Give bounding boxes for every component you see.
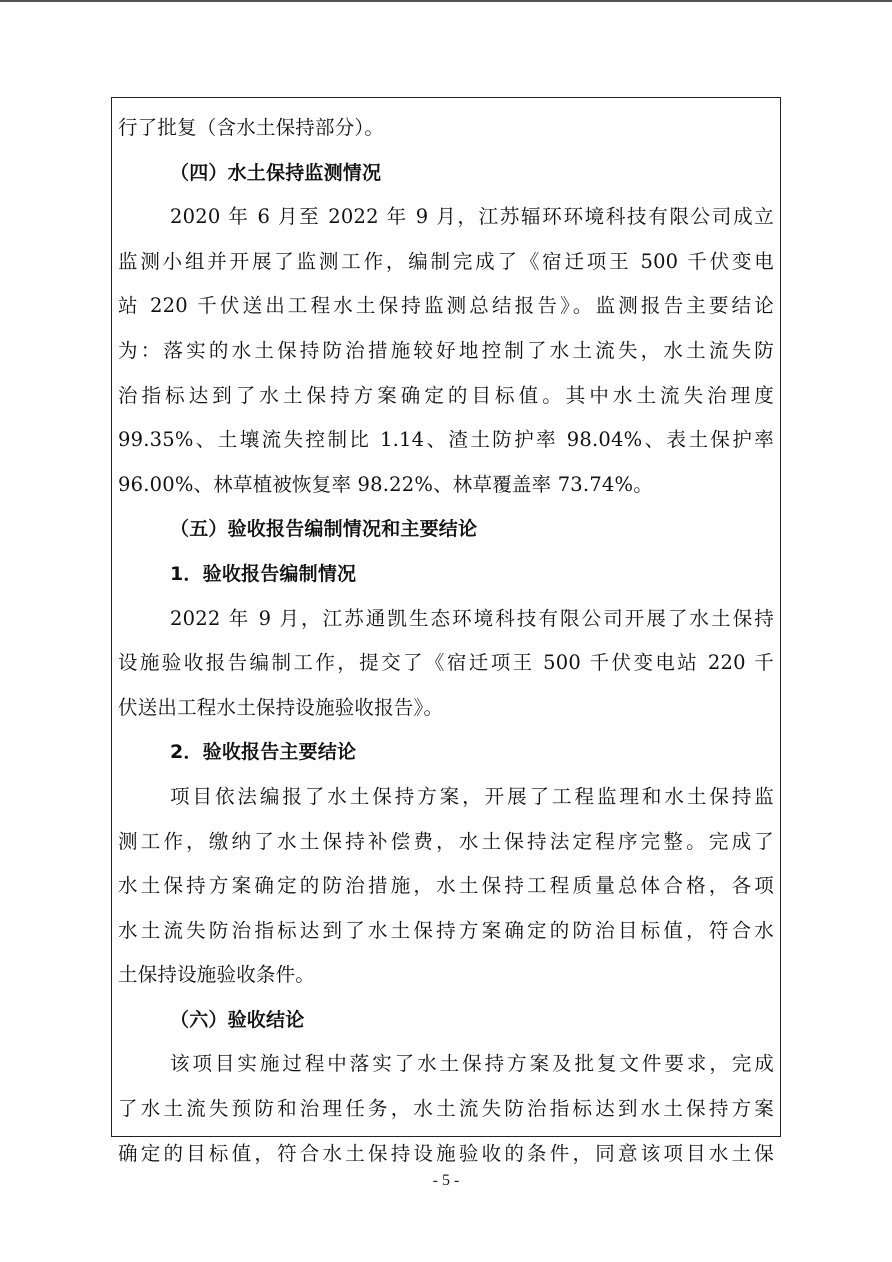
paragraph-line: 治指标达到了水土保持方案确定的目标值。其中水土流失治理度 [118,383,774,407]
paragraph-line: 测工作，缴纳了水土保持补偿费，水土保持法定程序完整。完成了 [118,829,774,853]
section-heading-acceptance-conclusion: （六）验收结论 [170,1008,305,1031]
paragraph-line: 土保持设施验收条件。 [118,963,316,987]
top-border-line [0,0,892,2]
paragraph-line: 水土保持方案确定的防治措施，水土保持工程质量总体合格，各项 [118,874,774,898]
paragraph-line: 设施验收报告编制工作，提交了《宿迁项王 500 千伏变电站 220 千 [118,651,774,675]
document-frame [111,97,781,1165]
paragraph-line: 96.00%、林草植被恢复率 98.22%、林草覆盖率 73.74%。 [118,472,653,496]
paragraph-line: 行了批复（含水土保持部分）。 [118,116,385,139]
paragraph-line: 2022 年 9 月，江苏通凯生态环境科技有限公司开展了水土保持 [170,606,774,630]
section-heading-monitoring: （四）水土保持监测情况 [170,161,382,184]
paragraph-line: 2020 年 6 月至 2022 年 9 月，江苏辐环环境科技有限公司成立 [170,205,774,229]
paragraph-line: 确定的目标值，符合水土保持设施验收的条件，同意该项目水土保 [118,1141,774,1165]
paragraph-line: 伏送出工程水土保持设施验收报告》。 [118,695,444,719]
paragraph-line: 监测小组并开展了监测工作，编制完成了《宿迁项王 500 千伏变电 [118,249,774,273]
paragraph-line: 项目依法编报了水土保持方案，开展了工程监理和水土保持监 [170,784,774,808]
paragraph-line: 为：落实的水土保持防治措施较好地控制了水土流失，水土流失防 [118,338,774,362]
section-heading-acceptance-report: （五）验收报告编制情况和主要结论 [170,518,478,541]
document-body [118,106,774,1176]
paragraph-line: 站 220 千伏送出工程水土保持监测总结报告》。监测报告主要结论 [118,294,774,318]
paragraph-line: 99.35%、土壤流失控制比 1.14、渣土防护率 98.04%、表土保护率 [118,428,774,452]
subsection-heading-report-conclusions: 2．验收报告主要结论 [170,741,357,764]
subsection-heading-report-preparation: 1．验收报告编制情况 [170,562,357,585]
page-number: - 5 - [432,1172,460,1189]
paragraph-line: 了水土流失预防和治理任务，水土流失防治指标达到水土保持方案 [118,1097,774,1121]
paragraph-line: 水土流失防治指标达到了水土保持方案确定的防治目标值，符合水 [118,918,774,942]
paragraph-line: 该项目实施过程中落实了水土保持方案及批复文件要求，完成 [170,1052,774,1076]
